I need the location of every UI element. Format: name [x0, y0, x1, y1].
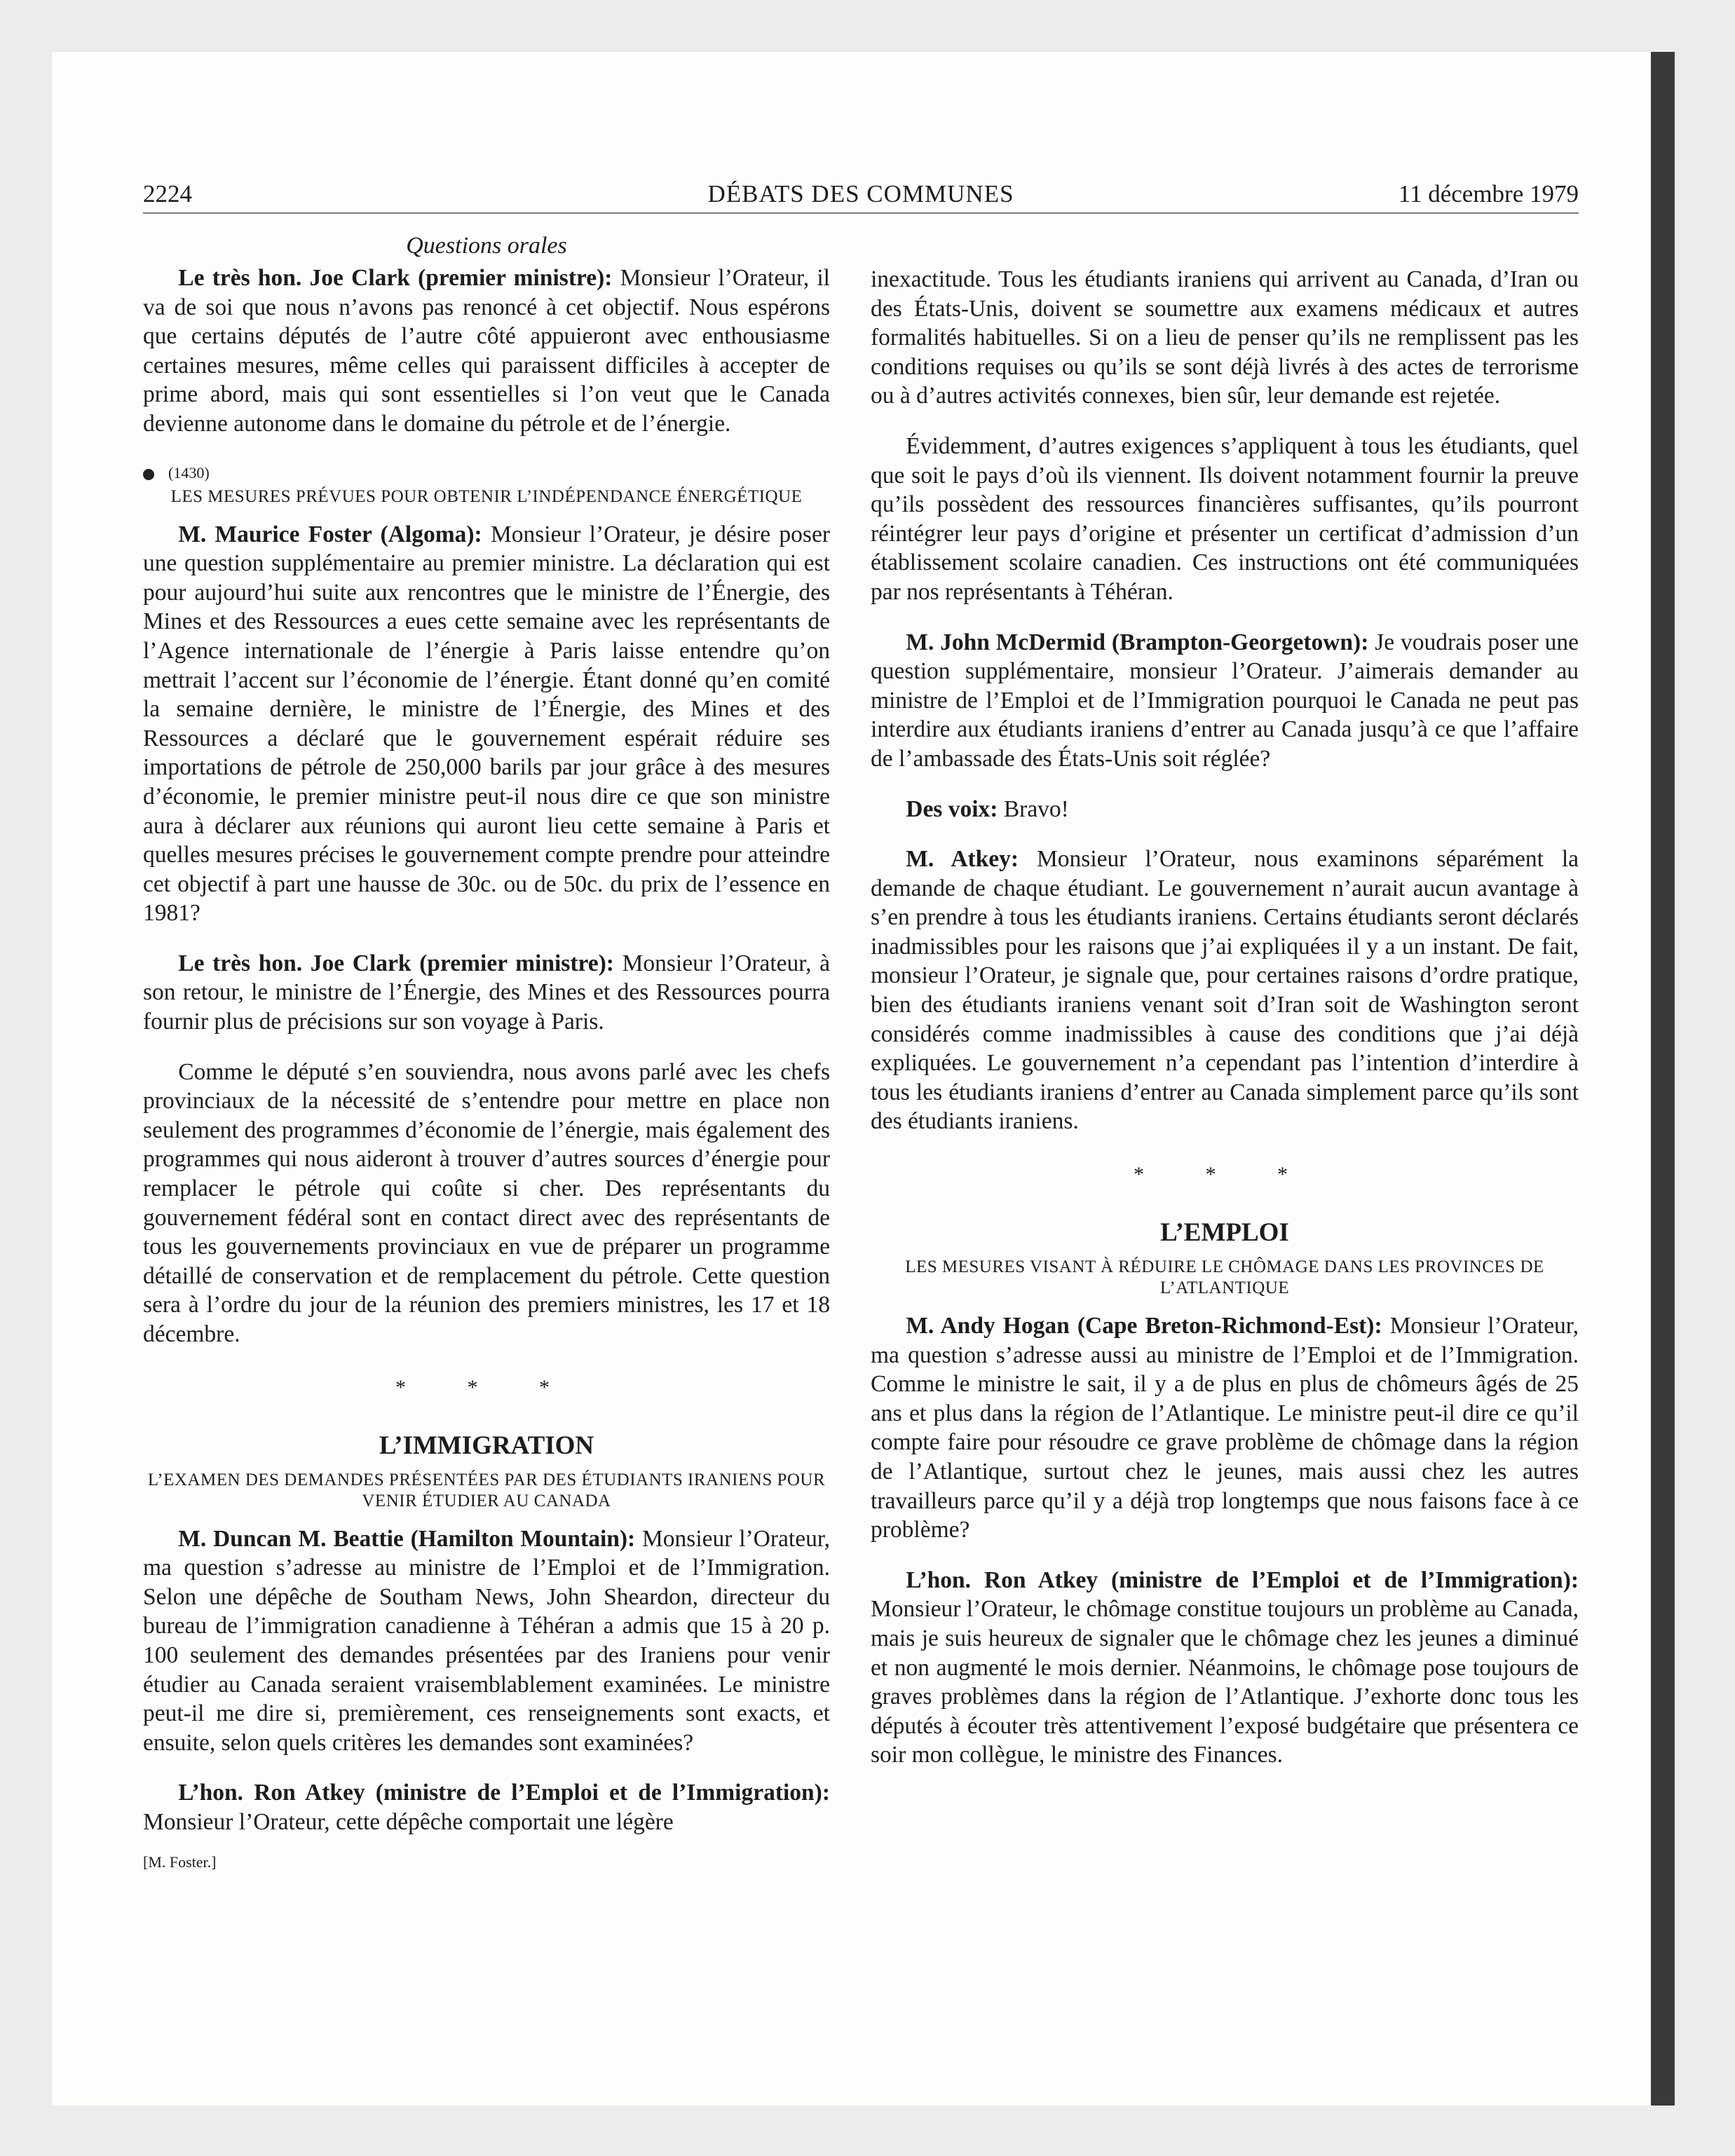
section-title-questions: Questions orales — [406, 233, 567, 259]
right-column — [871, 265, 1579, 1770]
subheading: L’EXAMEN DES DEMANDES PRÉSENTÉES PAR DES ÉTUDIANTS IRANIENS POUR VENIR ÉTUDIER AU CANADA — [147, 1470, 826, 1510]
paragraph: Comme le député s’en souviendra, nous avons parlé avec les chefs provinciaux de la nécessité de s’entendre pour mettre en place non seulement des programmes d’économie de l’énergie, mais également des programmes qui nous aideront à trouver d’autres sources d’énergie pour remplacer le pétrole qui coûte si cher. Des représentants du gouvernement fédéral sont en contact direct avec des représentants de tous les gouvernements provinciaux en vue de préparer un programme détaillé de conservation et de remplacement du pétrole. Cette question sera à l’ordre du jour de la réunion des premiers ministres, les 17 et 18 décembre. — [143, 1058, 830, 1347]
speaker: Le très hon. Joe Clark (premier ministre): — [178, 950, 614, 976]
footnote: [M. Foster.] — [143, 1853, 217, 1871]
left-column — [143, 231, 830, 1872]
speech-text: Bravo! — [998, 796, 1069, 822]
paragraph — [143, 1524, 830, 1758]
speech-text: Monsieur l’Orateur, il va de soi que nous n’avons pas renoncé à cet objectif. Nous espérons que certains députés de l’autre côté appuieront avec enthousiasme certaines mesures, même celles qui paraissent difficiles à accepter de prime abord, mais qui sont essentielles si l’on veut que le Canada devienne autonome dans le domaine du pétrole et de l’énergie. — [143, 265, 830, 437]
paragraph — [143, 1778, 830, 1836]
paragraph — [143, 264, 830, 439]
speech-text: Monsieur l’Orateur, à son retour, le ministre de l’Énergie, des Mines et des Ressources pourra fournir plus de précisions sur son voyage à Paris. — [143, 950, 830, 1035]
publication-date: 11 décembre 1979 — [1398, 180, 1579, 207]
bullet-icon — [143, 469, 154, 480]
paragraph — [871, 628, 1579, 774]
publication-title: DÉBATS DES COMMUNES — [707, 180, 1014, 207]
speaker: M. Atkey: — [906, 846, 1019, 873]
speech-text: Monsieur l’Orateur, ma question s’adresse au ministre de l’Emploi et de l’Immigration. Selon une dépêche de Southam News, John Sheardon, directeur du bureau de l’immigration canadienne à Téhéran a admis que 15 à 20 p. 100 seulement des demandes présentées par des Iraniens pour venir étudier au Canada seraient vraisemblablement examinées. Le ministre peut-il me dire si, premièrement, ces renseignements sont exacts, et ensuite, selon quels critères les demandes sont examinées? — [143, 1525, 831, 1756]
speech-text: Monsieur l’Orateur, je désire poser une question supplémentaire au premier ministre. La déclaration qui est pour aujourd’hui suite aux rencontres que le ministre de l’Énergie, des Mines et des Ressources a eues cette semaine avec les représentants de l’Agence internationale de l’énergie à Paris laisse entendre qu’on mettrait l’accent sur l’économie de l’énergie. Étant donné qu’en comité la semaine dernière, le ministre de l’Énergie, des Mines et des Ressources a déclaré que le gouvernement espérait réduire ses importations de pétrole de 250,000 barils par jour grâce à des mesures d’économie, le premier ministre peut-il nous dire ce que son ministre aura à déclarer aux réunions qui auront lieu cette semaine à Paris et quelles mesures précises le gouvernement compte prendre pour atteindre cet objectif à part une hausse de 30c. ou de 50c. du prix de l’essence en 1981? — [143, 521, 830, 927]
subheading: LES MESURES VISANT À RÉDUIRE LE CHÔMAGE DANS LES PROVINCES DE L’ATLANTIQUE — [905, 1257, 1544, 1298]
scan-edge-bar — [1651, 52, 1675, 2106]
section-separator: * * * — [1134, 1163, 1316, 1187]
speaker: L’hon. Ron Atkey (ministre de l’Emploi et de l’Immigration): — [178, 1780, 830, 1806]
paragraph — [871, 795, 1579, 824]
speaker: Le très hon. Joe Clark (premier ministre): — [178, 265, 613, 291]
section-title: L’IMMIGRATION — [379, 1431, 594, 1460]
paragraph: inexactitude. Tous les étudiants iraniens qui arrivent au Canada, d’Iran ou des États-Unis, doivent se soumettre aux examens médicaux et autres formalités habituelles. Si on a lieu de penser qu’ils ne remplissent pas les conditions requises ou qu’ils se sont déjà livrés à des actes de terrorisme ou à d’autres activités connexes, bien sûr, leur demande est rejetée. — [871, 266, 1579, 409]
subheading: LES MESURES PRÉVUES POUR OBTENIR L’INDÉPENDANCE ÉNERGÉTIQUE — [170, 486, 803, 506]
time-marker — [143, 463, 830, 484]
section-title: L’EMPLOI — [1160, 1218, 1289, 1248]
paragraph — [143, 949, 830, 1037]
page-number: 2224 — [143, 180, 192, 207]
paragraph — [871, 1566, 1579, 1770]
speaker: L’hon. Ron Atkey (ministre de l’Emploi et de l’Immigration): — [906, 1567, 1579, 1593]
speaker: M. John McDermid (Brampton-Georgetown): — [906, 629, 1369, 655]
paragraph — [143, 520, 830, 928]
speaker: M. Duncan M. Beattie (Hamilton Mountain): — [178, 1525, 636, 1552]
speech-text: Je voudrais poser une question supplémentaire, monsieur l’Orateur. J’aimerais demander au ministre de l’Emploi et de l’Immigration pourquoi le Canada ne peut pas interdire aux étudiants iraniens d’entrer au Canada jusqu’à ce que l’affaire de l’ambassade des États-Unis soit réglée? — [871, 629, 1579, 772]
section-separator: * * * — [395, 1375, 578, 1399]
paragraph — [871, 845, 1579, 1136]
page-header — [143, 177, 1579, 214]
speaker: Des voix: — [906, 796, 998, 822]
speech-text: Monsieur l’Orateur, nous examinons séparément la demande de chaque étudiant. Le gouvernement n’aurait aucun avantage à s’en prendre à tous les étudiants iraniens. Certains étudiants seront déclarés inadmissibles pour les raisons que j’ai expliquées il y a un instant. De fait, monsieur l’Orateur, je signale que, pour certaines raisons d’ordre pratique, bien des étudiants iraniens venant soit d’Iran soit de Washington seront considérés comme inadmissibles à cause des conditions que j’ai déjà expliquées. Le gouvernement n’a cependant pas l’intention d’interdire à tous les étudiants iraniens d’entrer au Canada simplement parce qu’ils sont des étudiants iraniens. — [871, 846, 1579, 1135]
time-stamp: (1430) — [168, 463, 210, 482]
speaker: M. Maurice Foster (Algoma): — [178, 521, 482, 547]
speaker: M. Andy Hogan (Cape Breton-Richmond-Est): — [906, 1313, 1382, 1339]
speech-text: Monsieur l’Orateur, le chômage constitue toujours un problème au Canada, mais je suis heureux de signaler que le chômage chez les jeunes a diminué et non augmenté le mois dernier. Néanmoins, le chômage pose toujours de graves problèmes dans la région de l’Atlantique. J’exhorte donc tous les députés à écouter très attentivement l’exposé budgétaire que présentera ce soir mon collègue, le ministre des Finances. — [871, 1596, 1579, 1768]
paragraph — [871, 1311, 1579, 1545]
paragraph: Évidemment, d’autres exigences s’appliquent à tous les étudiants, quel que soit le pays d’où ils viennent. Ils doivent notamment fournir la preuve qu’ils possèdent des ressources financières suffisantes, qu’ils pourront réintégrer leur pays d’origine et présenter un certificat d’admission d’un établissement scolaire canadien. Ces instructions ont été communiquées par nos représentants à Téhéran. — [871, 432, 1579, 605]
speech-text: Monsieur l’Orateur, cette dépêche comportait une légère — [143, 1808, 674, 1835]
speech-text: Monsieur l’Orateur, ma question s’adresse aussi au ministre de l’Emploi et de l’Immigration. Comme le ministre le sait, il y a de plus en plus de chômeurs âgés de 25 ans et plus dans la région de l’Atlantique. Le ministre peut-il dire ce qu’il compte faire pour résoudre ce grave problème de chômage dans la région de l’Atlantique, surtout chez le jeunes, mais aussi chez les autres travailleurs parce qu’il y a déjà trop longtemps que nous faisons face à ce problème? — [871, 1313, 1579, 1543]
